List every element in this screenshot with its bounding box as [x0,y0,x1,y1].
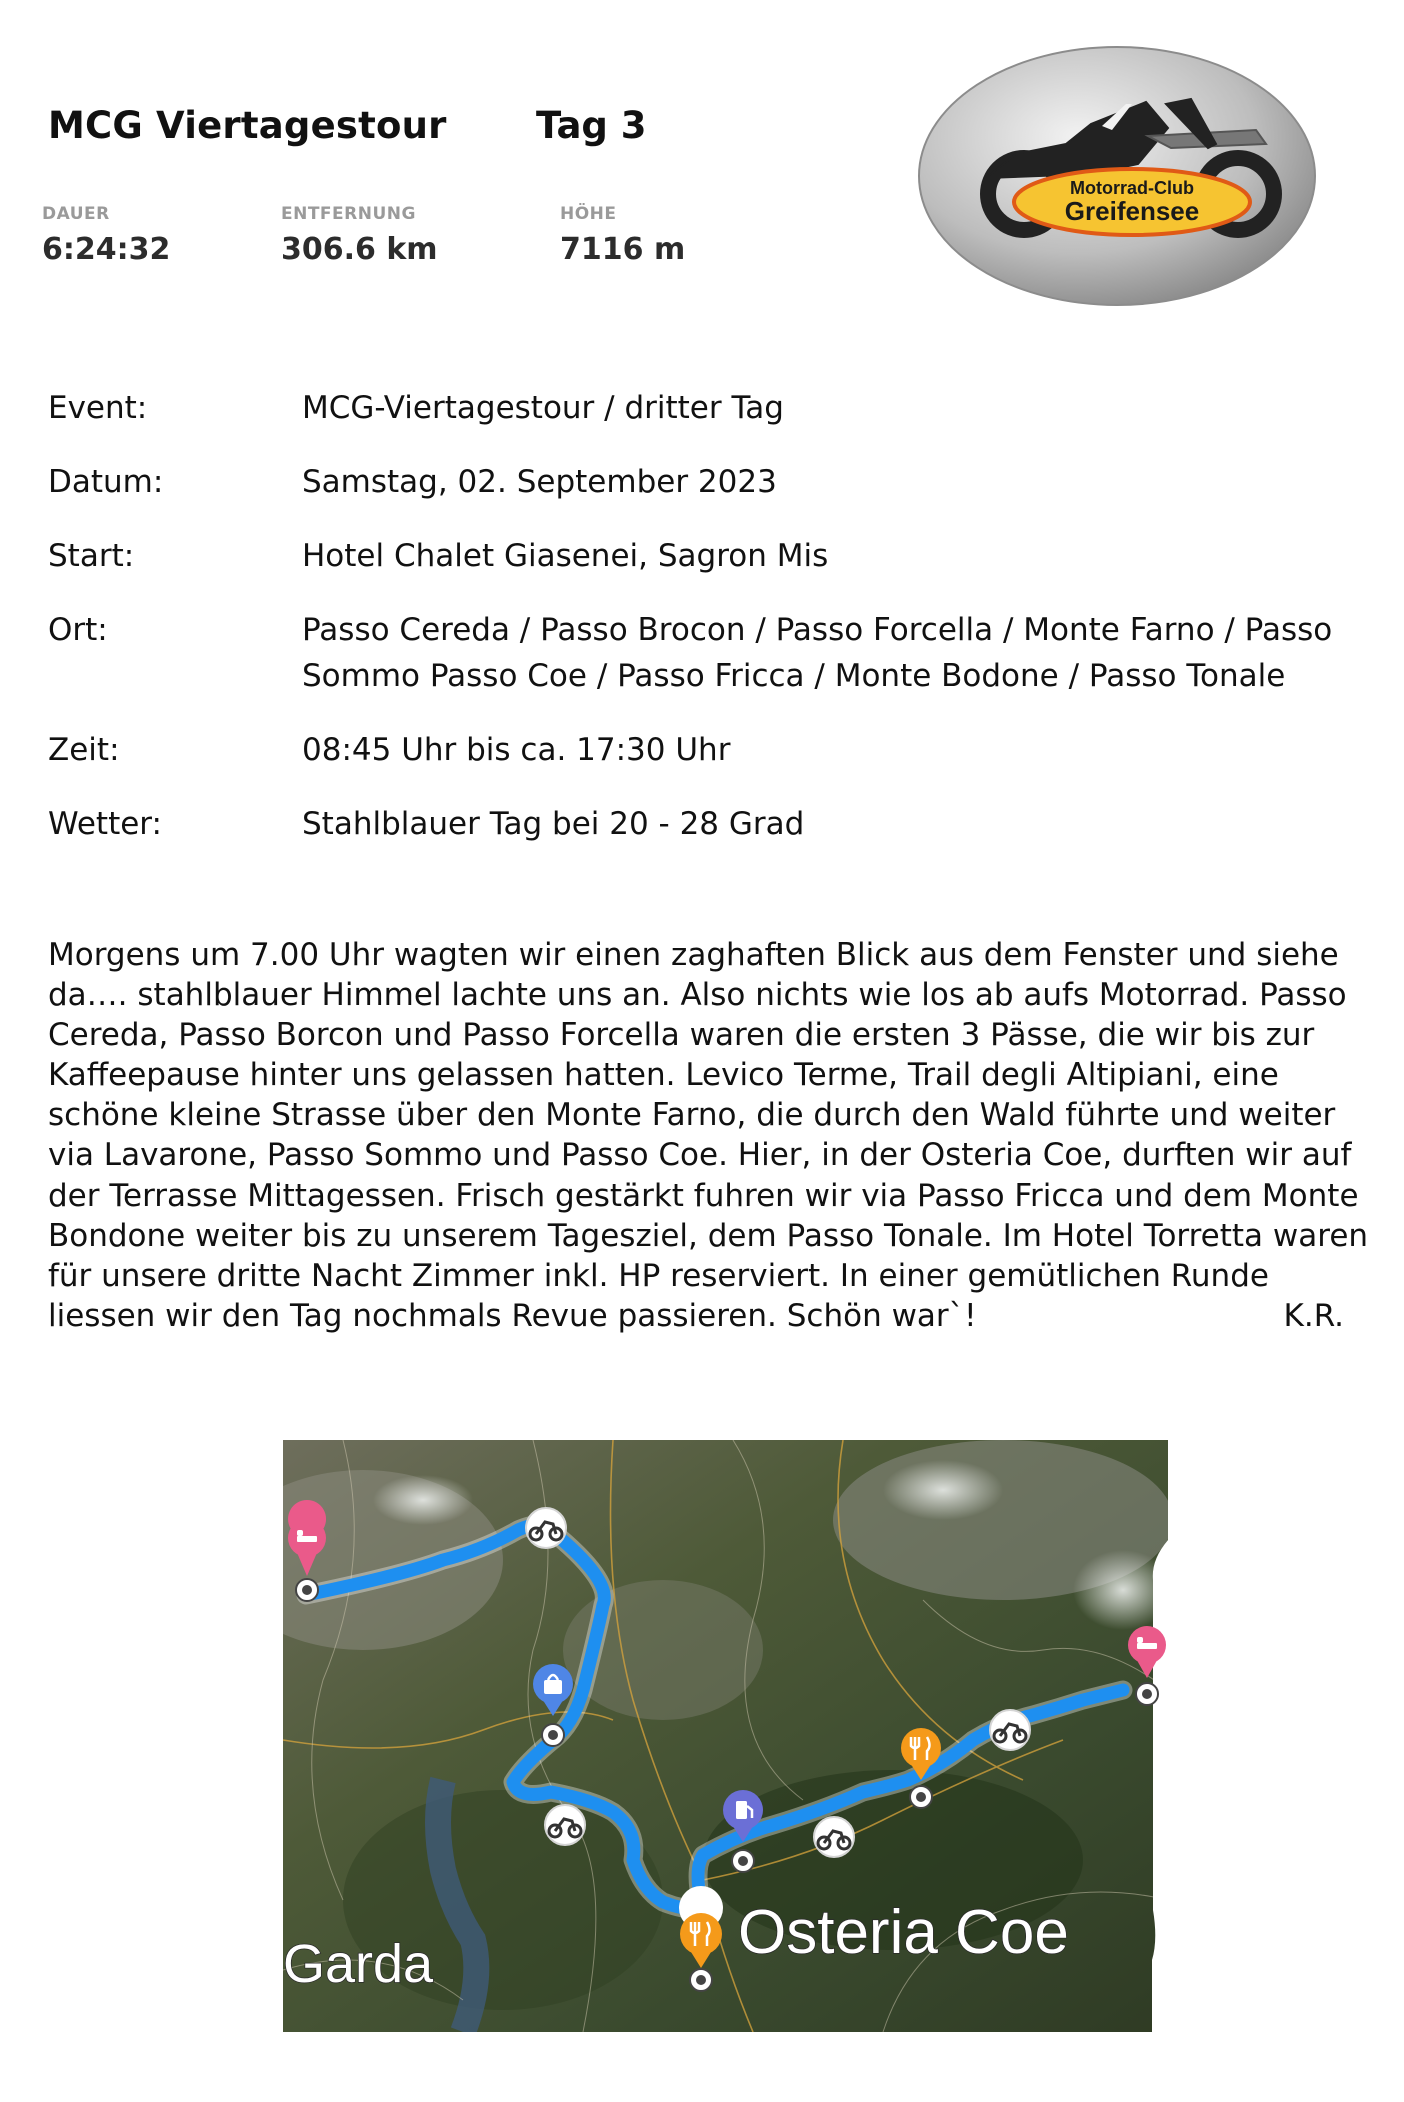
info-value: MCG-Viertagestour / dritter Tag [302,390,784,426]
info-value: Samstag, 02. September 2023 [302,464,777,500]
club-logo [916,44,1318,308]
stat-distance-label: ENTFERNUNG [281,204,416,224]
info-row-date [48,459,1368,505]
event-info [48,385,1368,875]
stat-duration-value: 6:24:32 [42,232,171,267]
stat-distance [281,204,438,267]
motorcycle-marker-3 [814,1817,854,1857]
motorcycle-marker-2 [545,1805,585,1845]
info-label: Zeit: [48,732,120,768]
logo-line1: Motorrad-Club [1070,178,1194,198]
report-text [48,935,1378,1336]
stat-elevation [560,204,685,267]
day-label: Tag 3 [536,104,647,147]
author-initials: K.R. [1283,1297,1344,1334]
info-value: 08:45 Uhr bis ca. 17:30 Uhr [302,732,731,768]
info-label: Ort: [48,612,108,648]
stat-elevation-label: HÖHE [560,204,617,224]
info-row-event [48,385,1368,431]
info-label: Event: [48,390,148,426]
map-label-stop: Osteria Coe [738,1898,1069,1967]
stat-elevation-value: 7116 m [560,232,686,267]
info-row-start [48,533,1368,579]
info-label: Start: [48,538,135,574]
map-label-lake: Garda [283,1934,434,1994]
motorcycle-marker-4 [990,1710,1030,1750]
logo-line2: Greifensee [1064,196,1200,226]
info-row-places [48,607,1368,699]
info-value: Passo Cereda / Passo Brocon / Passo Forcella / Monte Farno / Passo Sommo Passo Coe / Passo Fricca / Monte Bodone / Passo Tonale [302,612,1333,694]
report-paragraph: Morgens um 7.00 Uhr wagten wir einen zaghaften Blick aus dem Fenster und siehe da…. stahlblauer Himmel lachte uns an. Also nichts wie los ab aufs Motorrad. Passo Cereda, Passo Borcon und Passo Forcella waren die ersten 3 Pässe, die wir bis zur Kaffeepause hinter uns gelassen hatten. Levico Terme, Trail degli Altipiani, eine schöne kleine Strasse über den Monte Farno, die durch den Wald führte und weiter via Lavarone, Passo Sommo und Passo Coe. Hier, in der Osteria Coe, durften wir auf der Terrasse Mittagessen. Frisch gestärkt fuhren wir via Passo Fricca und dem Monte Bondone weiter bis zu unserem Tagesziel, dem Passo Tonale. Im Hotel Torretta waren für unsere dritte Nacht Zimmer inkl. HP reserviert. In einer gemütlichen Runde liessen wir den Tag nochmals Revue passieren. Schön war`! [48,937,1369,1334]
motorcycle-marker-1 [526,1508,566,1548]
info-row-weather [48,801,1368,847]
info-row-time [48,727,1368,773]
stat-duration [42,204,170,267]
page-title: MCG Viertagestour [48,104,447,147]
info-value: Hotel Chalet Giasenei, Sagron Mis [302,538,829,574]
info-value: Stahlblauer Tag bei 20 - 28 Grad [302,806,805,842]
stat-distance-value: 306.6 km [281,232,438,267]
info-label: Datum: [48,464,164,500]
stat-duration-label: DAUER [42,204,110,224]
route-map [283,1440,1168,2032]
info-label: Wetter: [48,806,162,842]
